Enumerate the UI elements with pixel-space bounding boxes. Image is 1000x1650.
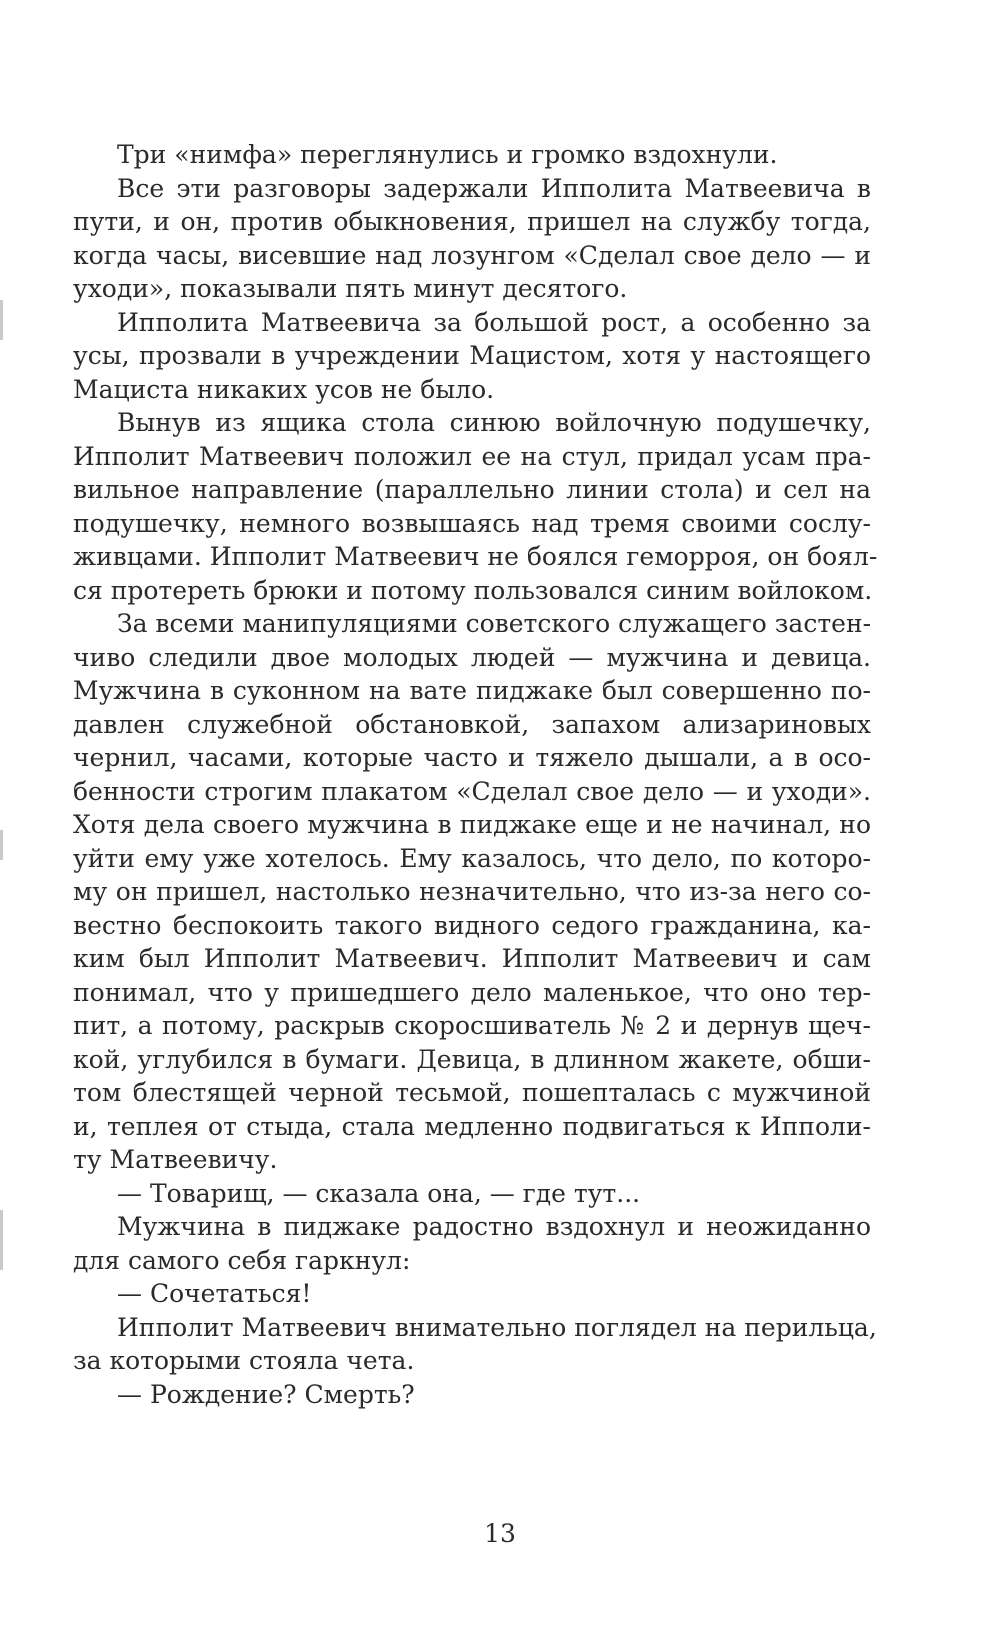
text-line: Ипполита Матвеевича за большой рост, а особенно за: [117, 307, 871, 337]
text-line: давлен служебной обстановкой, запахом ализариновых: [73, 709, 871, 739]
text-line: кой, углубился в бумаги. Девица, в длинном жакете, обши-: [73, 1044, 871, 1074]
text-line: понимал, что у пришедшего дело маленькое, что оно тер-: [73, 977, 871, 1007]
scan-edge-mark-middle: [0, 830, 3, 860]
text-line: усы, прозвали в учреждении Мацистом, хотя у настоящего: [73, 341, 871, 370]
text-line: пути, и он, против обыкновения, пришел на службу тогда,: [73, 207, 871, 236]
text-line: том блестящей черной тесьмой, пошепталась с мужчиной: [73, 1078, 871, 1107]
text-line: Все эти разговоры задержали Ипполита Матвеевича в: [117, 173, 871, 203]
text-line: за которыми стояла чета.: [73, 1346, 415, 1375]
text-line: — Рождение? Смерть?: [117, 1379, 415, 1409]
text-line: ким был Ипполит Матвеевич. Ипполит Матвеевич и сам: [73, 944, 871, 973]
scan-edge-mark-bottom: [0, 1210, 3, 1270]
text-line: вильное направление (параллельно линии стола) и сел на: [73, 475, 871, 504]
text-line: Мациста никаких усов не было.: [73, 374, 495, 404]
text-line: для самого себя гаркнул:: [73, 1245, 411, 1275]
text-line: Вынув из ящика стола синюю войлочную подушечку,: [117, 408, 871, 437]
text-line: — Сочетаться!: [117, 1279, 312, 1308]
text-line: Мужчина в суконном на вате пиджаке был совершенно по-: [73, 676, 871, 705]
text-line: вестно беспокоить такого видного седого гражданина, ка-: [73, 910, 871, 940]
body-text: [73, 138, 878, 1411]
text-line: Мужчина в пиджаке радостно вздохнул и неожиданно: [117, 1212, 871, 1241]
text-line: уходи», показывали пять минут десятого.: [73, 274, 628, 303]
text-line: подушечку, немного возвышаясь над тремя своими сослу-: [73, 508, 871, 538]
text-line: чиво следили двое молодых людей — мужчина и девица.: [73, 642, 871, 672]
text-line: Ипполит Матвеевич внимательно поглядел на перильца,: [117, 1312, 877, 1342]
text-line: ту Матвеевичу.: [73, 1145, 278, 1174]
text-line: уйти ему уже хотелось. Ему казалось, что дело, по которо-: [73, 843, 871, 873]
text-line: Ипполит Матвеевич положил ее на стул, придал усам пра-: [73, 441, 871, 471]
text-line: чернил, часами, которые часто и тяжело дышали, а в осо-: [73, 743, 871, 772]
text-line: — Товарищ, — сказала она, — где тут...: [117, 1178, 641, 1208]
text-line: живцами. Ипполит Матвеевич не боялся геморроя, он боял-: [73, 542, 878, 571]
text-line: За всеми манипуляциями советского служащего застен-: [117, 609, 872, 638]
text-line: бенности строгим плакатом «Сделал свое дело — и уходи».: [73, 776, 871, 806]
text-line: когда часы, висевшие над лозунгом «Сделал свое дело — и: [73, 240, 871, 270]
text-line: му он пришел, настолько незначительно, что из-за него со-: [73, 877, 871, 906]
text-line: Три «нимфа» переглянулись и громко вздохнули.: [117, 140, 778, 169]
text-line: и, теплея от стыда, стала медленно подвигаться к Ипполи-: [73, 1111, 871, 1141]
scan-edge-mark-top: [0, 300, 3, 340]
text-line: Хотя дела своего мужчина в пиджаке еще и не начинал, но: [73, 810, 871, 839]
text-line: ся протереть брюки и потому пользовался синим войлоком.: [73, 575, 873, 605]
text-line: пит, а потому, раскрыв скоросшиватель № 2 и дернув щеч-: [73, 1011, 871, 1040]
page-number: 13: [484, 1519, 516, 1548]
